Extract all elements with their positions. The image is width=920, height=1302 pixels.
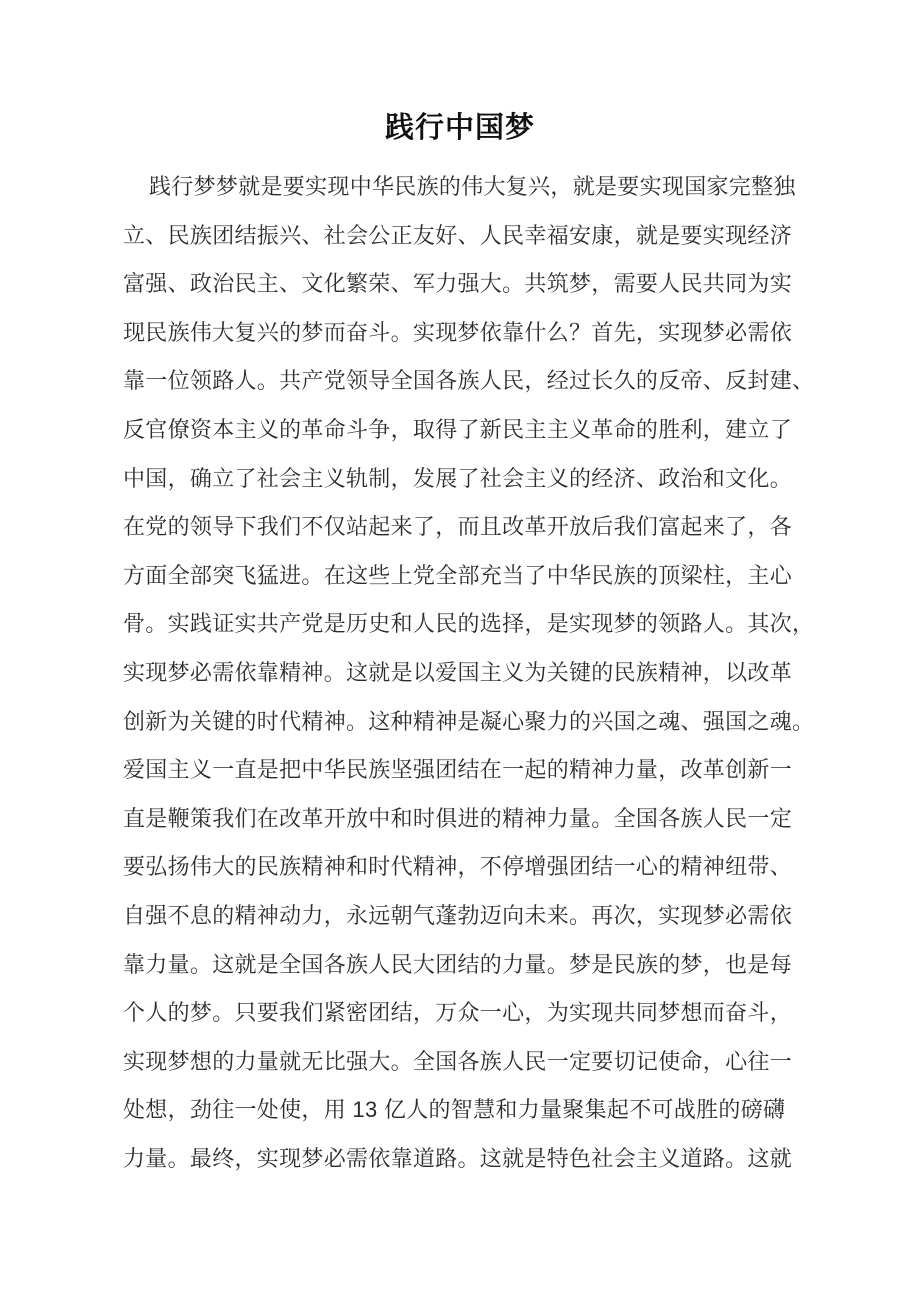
document-title: 践行中国梦 (384, 112, 535, 144)
text-line: 践行梦梦就是要实现中华民族的伟大复兴，就是要实现国家完整独 (149, 174, 796, 199)
text-line: 爱国主义一直是把中华民族坚强团结在一起的精神力量，改革创新一 (123, 757, 793, 783)
text-line: 现民族伟大复兴的梦而奋斗。实现梦依靠什么？首先，实现梦必需依 (123, 319, 793, 345)
text-line: 自强不息的精神动力，永远朝气蓬勃迈向未来。再次，实现梦必需依 (123, 902, 793, 928)
text-line: 中国，确立了社会主义轨制，发展了社会主义的经济、政治和文化。 (123, 465, 793, 491)
text-line: 靠力量。这就是全国各族人民大团结的力量。梦是民族的梦，也是每 (123, 951, 793, 977)
text-line: 个人的梦。只要我们紧密团结，万众一心，为实现共同梦想而奋斗， (123, 1000, 793, 1026)
text-line: 在党的领导下我们不仅站起来了，而且改革开放后我们富起来了，各 (123, 514, 793, 540)
text-line: 力量。最终，实现梦必需依靠道路。这就是特色社会主义道路。这就 (123, 1145, 793, 1171)
text-line: 创新为关键的时代精神。这种精神是凝心聚力的兴国之魂、强国之魂。 (123, 708, 815, 734)
text-line: 立、民族团结振兴、社会公正友好、人民幸福安康，就是要实现经济 (123, 222, 793, 248)
text-line: 骨。实践证实共产党是历史和人民的选择，是实现梦的领路人。其次， (123, 611, 815, 637)
text-line: 方面全部突飞猛进。在这些上党全部充当了中华民族的顶梁柱，主心 (123, 562, 793, 588)
text-line: 实现梦想的力量就无比强大。全国各族人民一定要切记使命，心往一 (123, 1048, 793, 1074)
text-line: 富强、政治民主、文化繁荣、军力强大。共筑梦，需要人民共同为实 (123, 271, 793, 297)
document-body (123, 163, 815, 1183)
text-line: 实现梦必需依靠精神。这就是以爱国主义为关键的民族精神，以改革 (123, 659, 793, 685)
text-line: 要弘扬伟大的民族精神和时代精神，不停增强团结一心的精神纽带、 (123, 854, 793, 880)
text-line: 处想，劲往一处使，用 13 亿人的智慧和力量聚集起不可战胜的磅礴 (123, 1097, 786, 1123)
text-line: 反官僚资本主义的革命斗争，取得了新民主主义革命的胜利，建立了 (123, 416, 793, 442)
text-line: 直是鞭策我们在改革开放中和时俱进的精神力量。全国各族人民一定 (123, 805, 793, 831)
text-line: 靠一位领路人。共产党领导全国各族人民，经过长久的反帝、反封建、 (123, 368, 815, 394)
